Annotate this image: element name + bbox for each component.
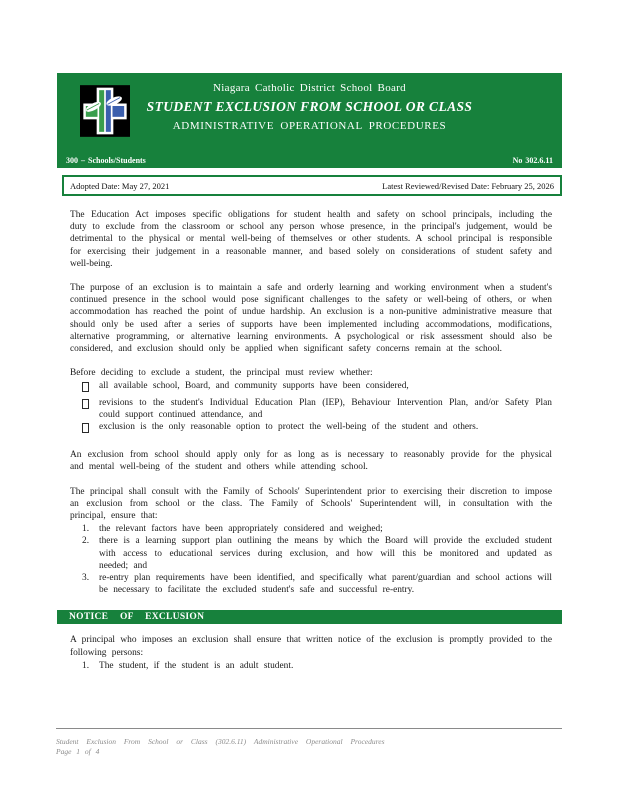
adopted-date: Adopted Date: May 27, 2021 (70, 180, 170, 191)
list-item: all available school, Board, and community supports have been considered, (70, 380, 552, 396)
notice-of-exclusion-banner: NOTICE OF EXCLUSION (57, 610, 562, 624)
header-titles (57, 73, 562, 132)
document-body (57, 209, 562, 684)
header-bottom-row (66, 156, 553, 165)
list-item: 1. the relevant factors have been appropriately considered and weighed; (82, 524, 383, 535)
numbered-list-superintendent (70, 523, 552, 596)
paragraph-education-act: The Education Act imposes specific obligations for student health and safety on school principals, including the duty to exclude from the classroom or school any person whose presence, in the principal's judgement, would be detrimental to the physical or mental well-being of themselves or other students. A school principal is responsible for exercising their judgement in a reasonable manner, and based solely on considerations of student safety and well-being. (70, 210, 552, 269)
document-title: STUDENT EXCLUSION FROM SCHOOL OR CLASS (146, 99, 473, 114)
document-subtitle: ADMINISTRATIVE OPERATIONAL PROCEDURES (172, 120, 447, 132)
list-item: 2. there is a learning support plan outlining the means by which the Board will provide the excluded student with access to educational services during exclusion, and how will this be monitored and updated as needed; and (82, 536, 552, 571)
page-number: Page 1 of 4 (56, 747, 100, 756)
document-header (57, 73, 562, 168)
board-logo-icon (80, 85, 130, 142)
square-bullet-icon (82, 397, 99, 413)
list-item: exclusion is the only reasonable option to protect the well-being of the student and others. (70, 421, 552, 437)
revised-date: Latest Reviewed/Revised Date: February 25, 2026 (382, 180, 554, 191)
dates-bar (62, 175, 562, 196)
paragraph-purpose: The purpose of an exclusion is to maintain a safe and orderly learning and working environment when a student's continued presence in the school would pose significant challenges to the safety or well-being of others, or when accommodation has reached the point of undue hardship. An exclusion is a non-punitive administrative measure that should only be used after a series of supports have been implemented including accommodations, modifications, alternative programming, or alternative learning environments. A psychological or risk assessment should also be considered, and exclusion should only be applied when significant safety concerns remain at the school. (70, 283, 552, 355)
footer-document-title: Student Exclusion From School or Class (302.6.11) Administrative Operational Procedures (56, 737, 385, 746)
page-footer (56, 728, 562, 757)
section-label: 300 – Schools/Students (66, 156, 146, 165)
paragraph-duration: An exclusion from school should apply only for as long as is necessary to reasonably provide for the physical and mental well-being of the student and others while attending school. (70, 450, 552, 473)
paragraph-consult-superintendent: The principal shall consult with the Family of Schools' Superintendent prior to exercising their discretion to impose an exclusion from school or the class. The Family of Schools' Superintendent will, in consultation with the principal, ensure that: (70, 486, 552, 522)
bullet-list-review-criteria (70, 380, 552, 437)
paragraph-notice-intro: A principal who imposes an exclusion shall ensure that written notice of the exclusion is promptly provided to the following persons: (70, 635, 552, 658)
procedure-number: No 302.6.11 (512, 156, 553, 165)
square-bullet-icon (82, 380, 99, 396)
paragraph-before-deciding: Before deciding to exclude a student, the principal must review whether: (70, 368, 373, 379)
square-bullet-icon (82, 421, 99, 437)
list-item: revisions to the student's Individual Education Plan (IEP), Behaviour Intervention Plan, and/or Safety Plan could support continued attendance, and (70, 397, 552, 421)
numbered-list-notice-recipients (70, 660, 552, 672)
list-item: 1. The student, if the student is an adult student. (82, 660, 294, 671)
board-name: Niagara Catholic District School Board (213, 82, 406, 94)
list-item: 3. re-entry plan requirements have been identified, and specifically what parent/guardian and school actions will be necessary to facilitate the excluded student's safe and successful re-entry. (82, 573, 552, 596)
